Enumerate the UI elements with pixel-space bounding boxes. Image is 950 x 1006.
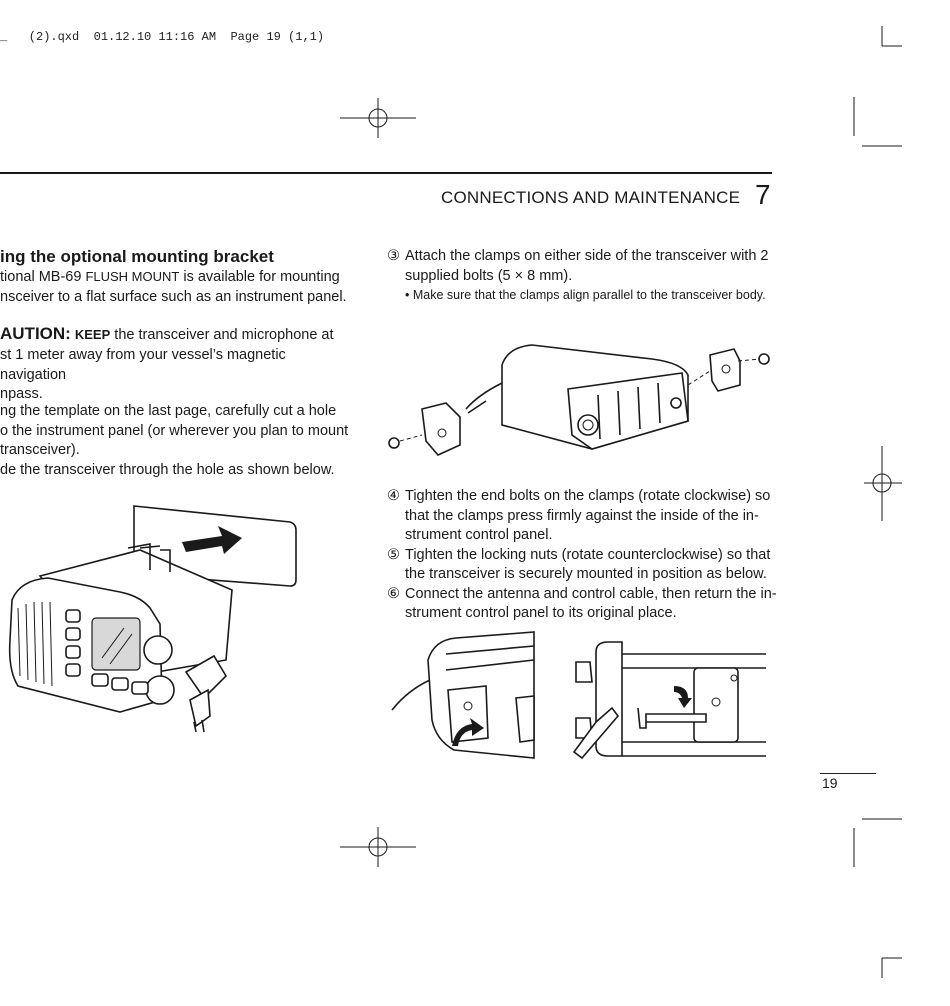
flush-mount-smallcaps: FLUSH MOUNT — [85, 269, 180, 284]
tighten-bolts-illustration — [386, 630, 536, 760]
caution-paragraph: AUTION: KEEP the transceiver and microphone at st 1 meter away from your vessel’s magnetic navigation npass. — [0, 324, 334, 402]
page-number-rule — [820, 773, 876, 774]
caution-label: AUTION: — [0, 324, 71, 343]
print-slug: _ (2).qxd 01.12.10 11:16 AM Page 19 (1,1) — [0, 30, 325, 44]
step1-line-1: ng the template on the last page, carefully cut a hole — [0, 403, 337, 419]
step1-line-2: o the instrument panel (or wherever you plan to mount — [0, 422, 349, 439]
step5-number: ⑤ — [387, 546, 400, 563]
chapter-title: CONNECTIONS AND MAINTENANCE — [441, 188, 741, 207]
clamp-attach-illustration — [382, 325, 782, 475]
step1-line-3: transceiver). — [0, 442, 80, 458]
intro-line-1: tional MB-69 FLUSH MOUNT is available for mounting — [0, 269, 340, 285]
step4-number: ④ — [387, 488, 400, 504]
left-steps — [0, 402, 350, 480]
section-title: ing the optional mounting bracket — [0, 247, 274, 266]
header-rule — [0, 172, 772, 174]
transceiver-insert-illustration — [0, 500, 310, 750]
locked-clamp-illustration — [566, 632, 776, 762]
page-number: 19 — [822, 775, 838, 791]
chapter-number: 7 — [755, 179, 771, 210]
intro-paragraph — [0, 267, 350, 307]
caution-keep: KEEP — [74, 327, 111, 342]
intro-line-2: nsceiver to a flat surface such as an instrument panel. — [0, 288, 347, 305]
step6-number: ⑥ — [387, 585, 400, 602]
step3-number: ③ — [387, 248, 400, 264]
step3-note: • Make sure that the clamps align parallel to the transceiver body. — [405, 288, 766, 302]
step2-line-1: de the transceiver through the hole as shown below. — [0, 461, 335, 478]
step3: ③ Attach the clamps on either side of the transceiver with 2 supplied bolts (5 × 8 mm). • Make sure that the clamps align parallel to the transceiver body. — [387, 247, 777, 306]
step4-6: ④ Tighten the end bolts on the clamps (rotate clockwise) so that the clamps press firmly against the inside of the in- strument control panel. ⑤ Tighten the locking nuts (rotate counterclockwise) so that the transceiver is securely mounted in position as below. ⑥ Connect the antenna and control cable, then return the in- strument control panel to its original place. — [387, 488, 777, 621]
